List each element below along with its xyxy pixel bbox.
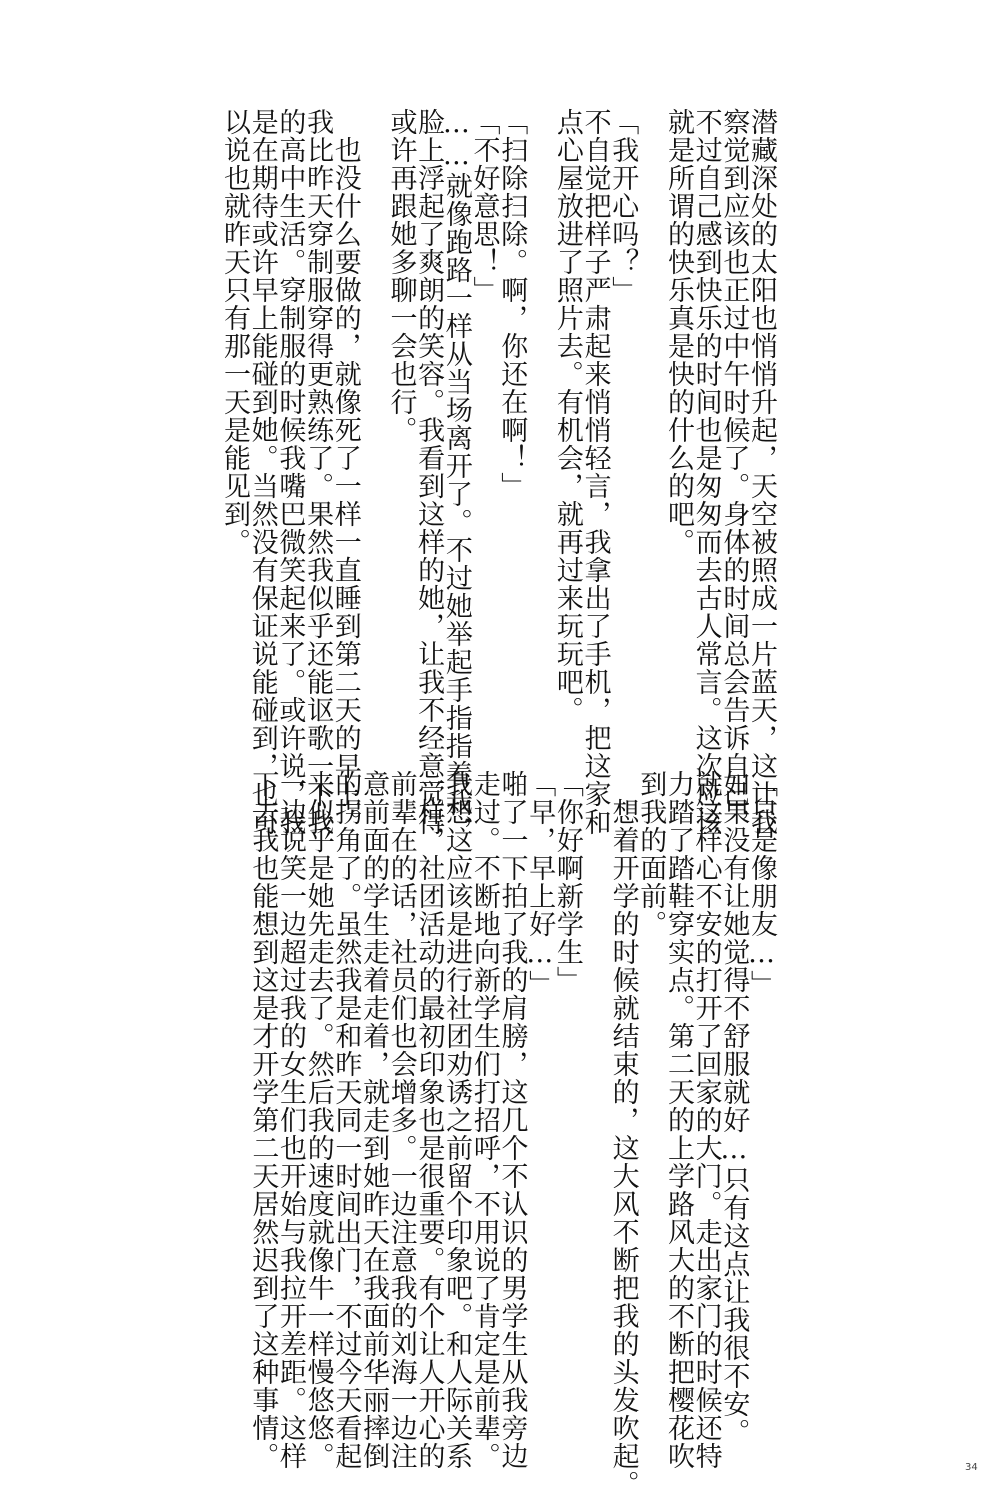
text-column: 不过自己感到快乐的时间也是匆匆而去古人常言。这次应该 bbox=[690, 108, 722, 836]
text-block-bottom bbox=[195, 770, 777, 1498]
text-block-top bbox=[195, 108, 777, 844]
text-column: 就这样心不安的打开了回家的大门。走出家门的时候还特 bbox=[690, 770, 722, 1470]
text-column: 「只是像朋友…」 bbox=[746, 770, 777, 998]
text-column: 察觉到应该也正过中午时候了。身体的时间总会告诉自己， bbox=[718, 108, 750, 836]
text-column: 我比昨天穿制服穿得更熟练了。果然我似乎还能讴歌一下我 bbox=[302, 108, 334, 836]
text-column: 的拐角了。虽然我是和昨天同一时间出门，不过今天看起 bbox=[330, 770, 362, 1470]
text-column: 下去我也能想到这是才开学第二天居然迟到了这种事情。 bbox=[247, 770, 279, 1470]
text-column: 想着开学的时候就结束的，这大风不断把我的头发吹起。 bbox=[607, 770, 639, 1498]
text-column: 潜藏深处的太阳也悄悄升起，天空被照成一片蓝天，这让我 bbox=[746, 108, 777, 836]
text-column: 脸上浮起了爽朗的笑容。我看到这样的她，让我不经意觉得 bbox=[413, 108, 445, 836]
text-column: 一边说笑一边超过我的女生们也开始与我拉开差距。这样 bbox=[275, 770, 306, 1470]
text-column: 以说也就昨天只有那一天是能见到。 bbox=[219, 108, 250, 556]
text-column: 点心屋放进了照片去。有机会，就再过来玩玩吧。 bbox=[551, 108, 583, 724]
text-column: 我想这应该是进行社团劝诱之前留个印象吧。和人际关系 bbox=[441, 770, 473, 1470]
page-number: 34 bbox=[965, 1462, 978, 1473]
text-column: 啪了一下拍了我的肩膀，这几个不认识的男学生从我旁边 bbox=[496, 770, 528, 1470]
text-column: 来似乎是她先走去了。然后我的速度就像牛一样慢悠悠。 bbox=[302, 770, 334, 1470]
text-column: 是在期待或许早上能碰到她。当然没有保证说能碰到，也可 bbox=[246, 108, 278, 836]
text-column: ……就像跑路一样从当场离开了。不过她举起手指指着我， bbox=[440, 108, 472, 844]
text-column: 一样，社团活动的最初印象也是很重要。有个让人开心的 bbox=[413, 770, 445, 1470]
text-column: 或许再跟她多聊一会也行。 bbox=[385, 108, 417, 444]
text-column: 也没什么要做的，就像死了一样一直睡到第二天的早上。 bbox=[329, 108, 361, 836]
text-column: 「我开心吗？」 bbox=[607, 108, 639, 304]
text-column: 的高中生活。穿制服的时候我嘴巴微笑起来了。或许说，我 bbox=[274, 108, 306, 836]
text-column: 前辈在的话，社员们也会增多。一边注意我的刘海一边注 bbox=[385, 770, 417, 1470]
text-column: 走过。不断地向新学生们打招呼，不用说了肯定是前辈。 bbox=[468, 770, 500, 1470]
text-column: 「不好意思！」 bbox=[468, 108, 500, 304]
text-column: 到我的面前。 bbox=[635, 770, 667, 938]
text-column: 力踏了踏鞋穿实点。第二天的上学路风大的不断把樱花吹 bbox=[662, 770, 694, 1470]
text-column: 不自觉把样子严肃起来悄悄轻言，我拿出了手机，把这家和 bbox=[579, 108, 611, 836]
text-column: 「早，早上好…」 bbox=[524, 770, 556, 998]
text-column: 如果没有让她觉得不舒服就好…只有这点让我很不安。 bbox=[718, 770, 750, 1446]
text-column: 意前面的学生走着走着，就走到她昨天在我面前华丽摔倒 bbox=[358, 770, 390, 1470]
text-column: 「扫除扫除。啊，你还在啊！」 bbox=[496, 108, 528, 500]
text-column: 就是所谓的快乐真是快的什么的吧。 bbox=[662, 108, 694, 556]
text-column: 「你好啊新学生」 bbox=[551, 770, 583, 994]
